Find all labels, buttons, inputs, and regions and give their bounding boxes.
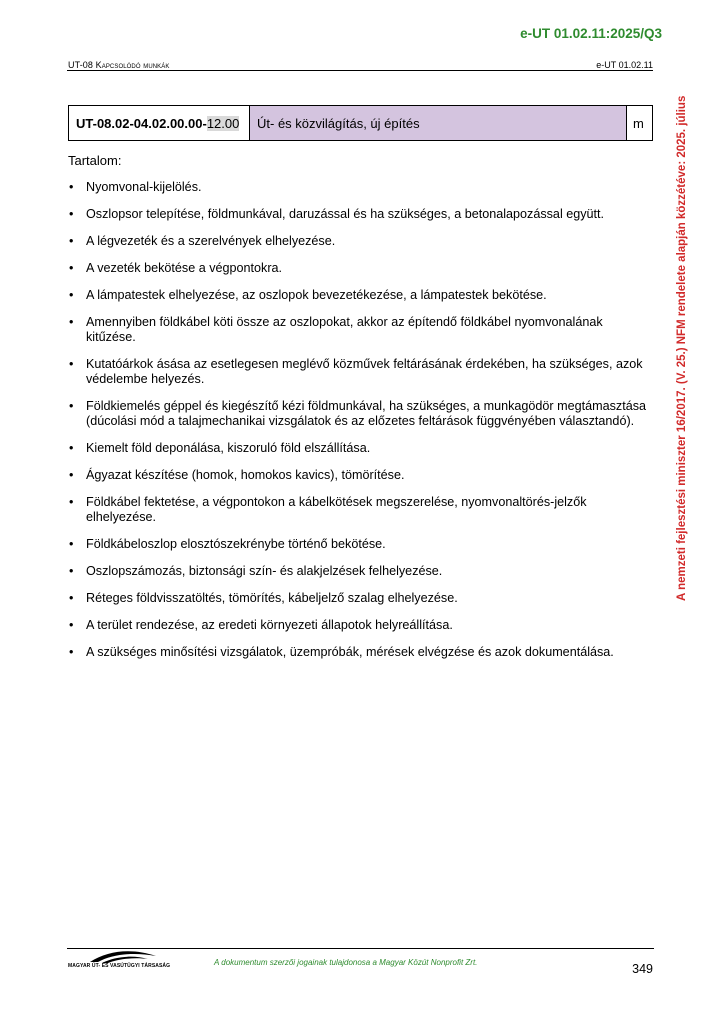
list-item: • A légvezeték és a szerelvények elhelyezése. — [68, 234, 652, 249]
list-item: • Kutatóárkok ásása az esetlegesen meglévő közművek feltárásának érdekében, ha szükséges, azok védelembe helyezés. — [68, 357, 652, 387]
publication-side-note: A nemzeti fejlesztési miniszter 16/2017. (V. 25.) NFM rendelete alapján közzétéve: 2025. július — [676, 96, 688, 602]
item-title-cell: Út- és közvilágítás, új építés — [250, 106, 627, 140]
contents-list — [68, 180, 652, 672]
logo-swoosh-icon — [88, 950, 158, 964]
list-item: • A terület rendezése, az eredeti környezeti állapotok helyreállítása. — [68, 618, 652, 633]
list-item: • Földkiemelés géppel és kiegészítő kézi földmunkával, ha szükséges, a munkagödör megtámasztása (dúcolási mód a talajmechanikai vizsgálatok és az előzetes feltárások függvényében választandó). — [68, 399, 652, 429]
footer-rule — [67, 948, 654, 949]
item-code-cell — [69, 106, 250, 140]
list-item: • A lámpatestek elhelyezése, az oszlopok bevezetékezése, a lámpatestek bekötése. — [68, 288, 652, 303]
page-number: 349 — [632, 962, 653, 976]
list-item: • Oszlopsor telepítése, földmunkával, daruzással és ha szükséges, a betonalapozással együtt. — [68, 207, 652, 222]
list-item: • Kiemelt föld deponálása, kiszoruló föld elszállítása. — [68, 441, 652, 456]
list-item: • Oszlopszámozás, biztonsági szín- és alakjelzések felhelyezése. — [68, 564, 652, 579]
list-item: • A szükséges minősítési vizsgálatok, üzempróbák, mérések elvégzése és azok dokumentálása. — [68, 645, 652, 660]
item-unit-cell: m — [633, 115, 644, 131]
society-logo — [68, 950, 178, 976]
list-item: • Nyomvonal-kijelölés. — [68, 180, 652, 195]
item-code: UT-08.02-04.02.00.00- — [76, 115, 207, 131]
item-code-table — [68, 105, 653, 141]
list-item: • Földkábel fektetése, a végpontokon a kábelkötések megszerelése, nyomvonaltörés-jelzők elhelyezése. — [68, 495, 652, 525]
contents-heading: Tartalom: — [68, 153, 122, 168]
list-item: • Amennyiben földkábel köti össze az oszlopokat, akkor az építendő földkábel nyomvonalának kitűzése. — [68, 315, 652, 345]
list-item: • A vezeték bekötése a végpontokra. — [68, 261, 652, 276]
logo-text: MAGYAR ÚT- ÉS VASÚTÜGYI TÁRSASÁG — [68, 963, 171, 969]
header-chapter: UT-08 Kapcsolódó munkák — [68, 60, 170, 70]
list-item: • Földkábeloszlop elosztószekrénybe történő bekötése. — [68, 537, 652, 552]
list-item: • Réteges földvisszatöltés, tömörítés, kábeljelző szalag elhelyezése. — [68, 591, 652, 606]
copyright-note: A dokumentum szerzői jogainak tulajdonosa a Magyar Közút Nonprofit Zrt. — [214, 958, 478, 967]
list-item: • Ágyazat készítése (homok, homokos kavics), tömörítése. — [68, 468, 652, 483]
item-code-suffix: 12.00 — [206, 115, 240, 131]
header-rule — [67, 70, 653, 71]
document-code: e-UT 01.02.11:2025/Q3 — [520, 26, 662, 41]
header-doc-id: e-UT 01.02.11 — [596, 60, 653, 70]
